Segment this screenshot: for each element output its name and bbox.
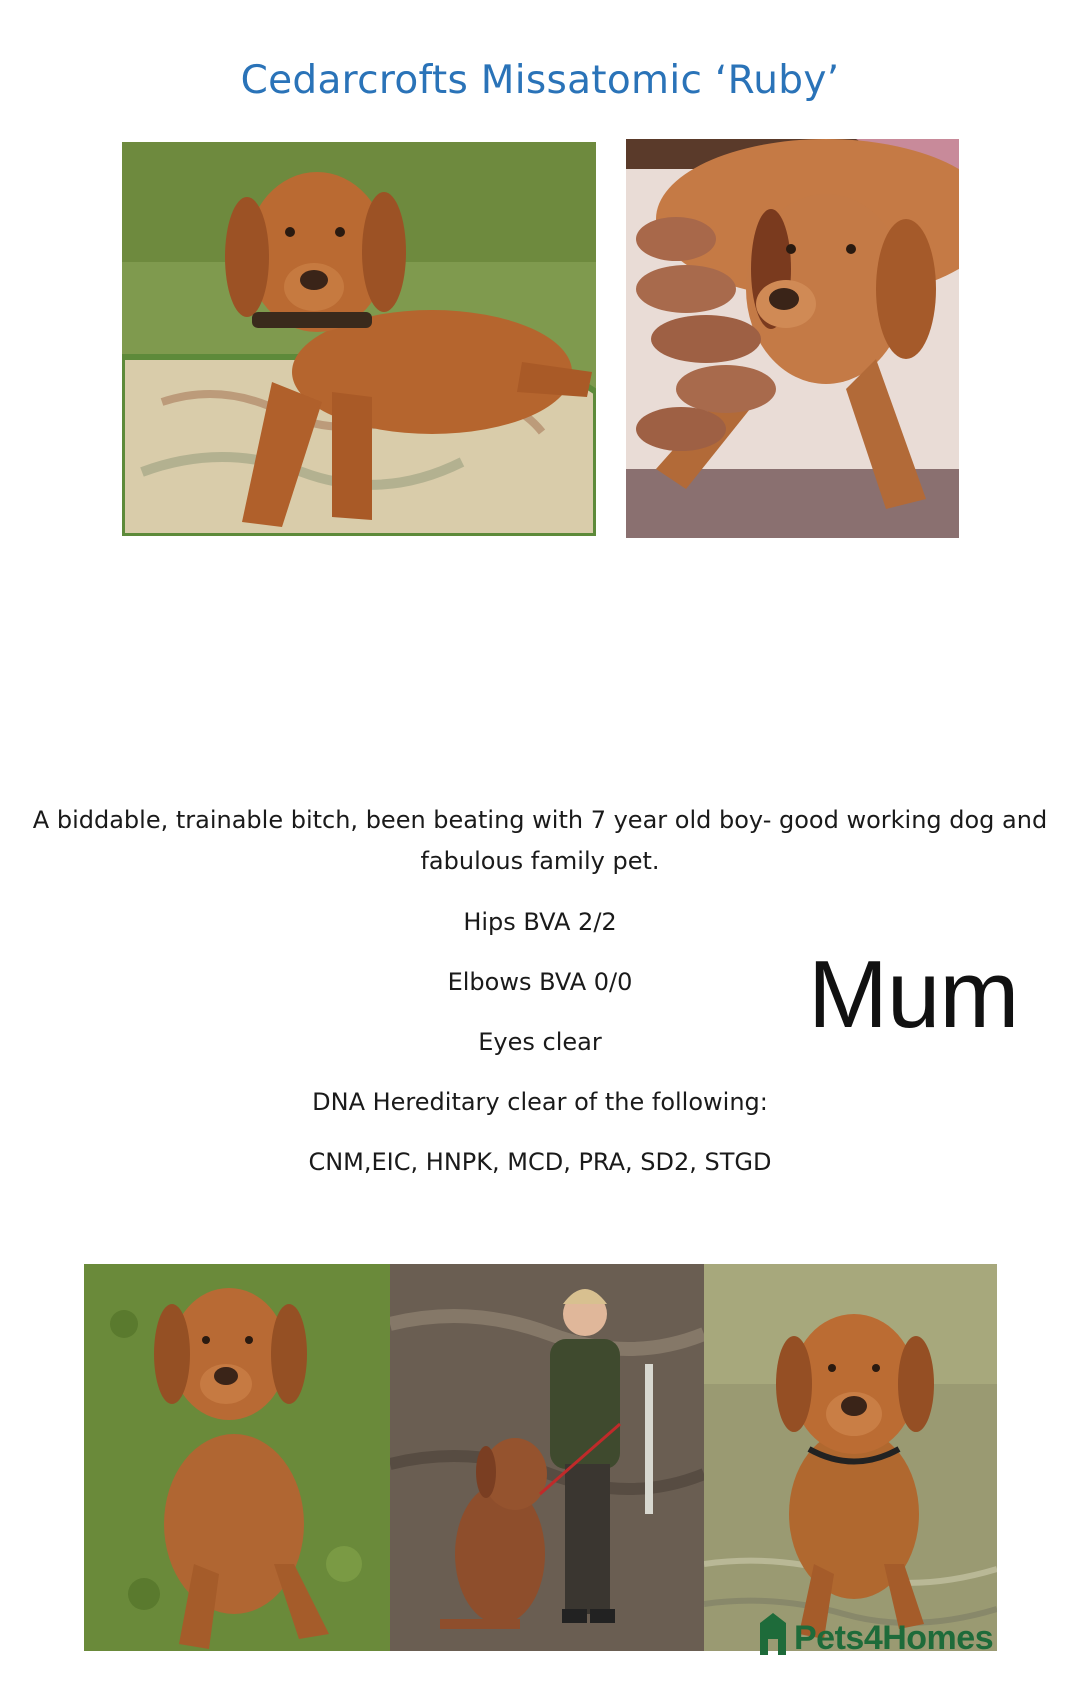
elbows-score: Elbows BVA 0/0: [447, 968, 633, 996]
watermark-text: Pets4Homes: [794, 1618, 994, 1657]
pets4homes-watermark: [756, 1614, 993, 1662]
dna-heading: DNA Hereditary clear of the following:: [312, 1088, 768, 1116]
boy-with-dog-field-photo: [390, 1264, 704, 1651]
hips-score: Hips BVA 2/2: [463, 908, 617, 936]
dna-tests-list: CNM,EIC, HNPK, MCD, PRA, SD2, STGD: [308, 1148, 772, 1176]
mum-label: Mum: [808, 941, 1019, 1048]
dog-sitting-grass-photo: [84, 1264, 390, 1651]
page-title: Cedarcrofts Missatomic ‘Ruby’: [240, 58, 840, 103]
dog-in-water-photo: [704, 1264, 997, 1651]
dog-with-puppies-photo: [626, 139, 959, 538]
pets4homes-logo-icon: [756, 1611, 790, 1666]
dog-lying-on-rug-photo: [122, 142, 596, 536]
description-text: A biddable, trainable bitch, been beating with 7 year old boy- good working dog and fabulous family pet.: [32, 806, 1048, 875]
eyes-status: Eyes clear: [478, 1028, 602, 1056]
